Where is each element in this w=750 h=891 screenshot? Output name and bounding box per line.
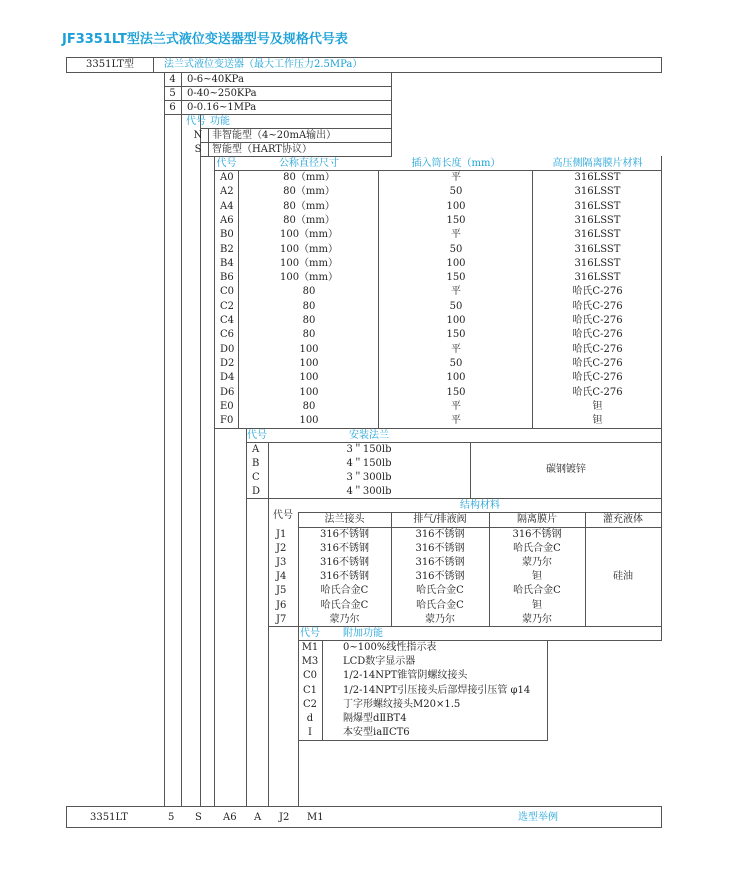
extra-text: 0~100%线性指示表 xyxy=(343,642,437,653)
structure-vent: 蒙乃尔 xyxy=(425,613,455,625)
structure-vent: 316不锈钢 xyxy=(415,571,465,583)
page-title: JF3351LT型法兰式液位变送器型号及规格代号表 xyxy=(62,32,348,47)
structure-code: J4 xyxy=(276,571,287,583)
size-dn: 100 xyxy=(299,386,319,398)
size-code: A0 xyxy=(220,172,234,183)
structure-diaphragm: 钽 xyxy=(532,571,542,583)
structure-diaphragm: 哈氏合金C xyxy=(513,543,561,555)
size-dn: 80（mm） xyxy=(283,186,335,198)
structure-flange: 蒙乃尔 xyxy=(329,613,360,625)
structure-code: J6 xyxy=(276,599,287,611)
extra-text: 1/2-14NPT锥管阴螺纹接头 xyxy=(343,670,468,682)
size-dn: 100 xyxy=(299,343,319,355)
flange-text: 3＂300lb xyxy=(346,472,392,483)
example-part: M1 xyxy=(307,812,324,823)
size-dn: 80 xyxy=(302,329,316,341)
size-code: E0 xyxy=(220,400,234,412)
extra-text: 本安型iaⅡCT6 xyxy=(343,727,410,739)
size-length: 150 xyxy=(446,214,466,226)
range-code: 4 xyxy=(169,74,176,85)
example-part: J2 xyxy=(279,812,290,823)
example-part: A6 xyxy=(223,812,237,823)
size-code: B2 xyxy=(220,243,234,255)
range-code: 6 xyxy=(169,102,176,113)
structure-diaphragm: 316不锈钢 xyxy=(512,529,562,540)
structure-flange: 哈氏合金C xyxy=(320,599,369,611)
extra-code: d xyxy=(306,713,314,724)
size-code: D2 xyxy=(220,357,235,369)
size-dn: 100（mm） xyxy=(279,229,339,241)
flange-code: A xyxy=(252,444,260,455)
size-material: 钽 xyxy=(592,400,603,412)
extra-code: C0 xyxy=(302,670,317,682)
size-length: 150 xyxy=(446,386,466,398)
example-part: 5 xyxy=(168,812,175,823)
size-length: 平 xyxy=(451,286,461,298)
size-dn: 80（mm） xyxy=(283,200,335,212)
size-code: A6 xyxy=(220,214,234,226)
extra-text: 隔爆型dⅡBT4 xyxy=(343,713,407,724)
range-code: 5 xyxy=(169,88,176,99)
size-length: 100 xyxy=(446,315,466,326)
example-part: S xyxy=(195,812,202,823)
size-material: 哈氏C-276 xyxy=(572,343,623,355)
structure-vent: 哈氏合金C xyxy=(416,585,464,597)
size-length: 150 xyxy=(446,329,466,341)
flange-material: 碳钢镀锌 xyxy=(546,464,586,475)
structure-vent: 316不锈钢 xyxy=(415,543,465,555)
structure-flange: 316不锈钢 xyxy=(319,557,370,569)
structure-fill-header: 灌充液体 xyxy=(603,514,643,525)
size-dn: 100（mm） xyxy=(279,257,339,269)
structure-diaphragm: 钽 xyxy=(532,599,542,611)
range-text: 0-40~250KPa xyxy=(187,88,257,99)
size-code: C4 xyxy=(220,315,235,326)
function-text: 智能型（HART协议） xyxy=(212,144,312,155)
structure-vent: 哈氏合金C xyxy=(416,599,464,611)
size-material: 316LSST xyxy=(574,257,621,269)
size-dn: 100（mm） xyxy=(279,272,339,284)
size-code: A4 xyxy=(220,200,234,212)
flange-text: 3＂150lb xyxy=(346,444,392,455)
size-dn: 100 xyxy=(299,357,319,369)
size-material-header: 高压侧隔离膜片材料 xyxy=(552,158,643,169)
structure-code: J7 xyxy=(276,613,287,625)
structure-code: J5 xyxy=(276,585,287,597)
size-code: F0 xyxy=(220,415,234,427)
range-text: 0-6~40KPa xyxy=(187,74,244,85)
extra-code: C2 xyxy=(302,698,317,710)
size-length: 平 xyxy=(451,229,461,241)
structure-vent-header: 排气/排液阀 xyxy=(413,514,467,525)
size-code: D0 xyxy=(220,343,235,355)
flange-code: C xyxy=(252,472,260,483)
size-dn: 100 xyxy=(299,415,319,427)
size-length: 50 xyxy=(449,186,463,198)
size-length: 平 xyxy=(451,172,461,183)
size-length: 50 xyxy=(449,243,463,255)
size-material: 316LSST xyxy=(574,243,621,255)
structure-title: 结构材料 xyxy=(460,500,500,511)
extra-code: I xyxy=(308,727,312,739)
example-part: A xyxy=(254,812,262,823)
size-dn: 100（mm） xyxy=(279,243,339,255)
structure-diaphragm: 蒙乃尔 xyxy=(522,557,552,569)
size-dn-header: 公称直径尺寸 xyxy=(279,158,339,169)
size-length: 50 xyxy=(449,357,463,369)
size-material: 哈氏C-276 xyxy=(572,315,623,326)
flange-text: 4＂150lb xyxy=(346,458,392,469)
size-material: 哈氏C-276 xyxy=(572,300,623,312)
size-material: 316LSST xyxy=(574,214,621,226)
size-material: 316LSST xyxy=(574,229,621,241)
extra-code: M3 xyxy=(301,656,319,668)
flange-name-header: 安装法兰 xyxy=(349,430,389,441)
function-name-header: 功能 xyxy=(210,116,230,127)
function-text: 非智能型（4~20mA输出） xyxy=(212,130,337,141)
extra-text: LCD数字显示器 xyxy=(343,656,416,668)
size-dn: 80 xyxy=(302,315,316,326)
structure-vent: 316不锈钢 xyxy=(415,557,465,569)
size-dn: 80（mm） xyxy=(283,214,335,226)
size-length: 平 xyxy=(451,415,461,427)
size-length: 平 xyxy=(451,343,461,355)
size-code: A2 xyxy=(220,186,234,198)
extra-code-header: 代号 xyxy=(300,628,320,639)
size-length: 平 xyxy=(451,400,461,412)
size-material: 316LSST xyxy=(574,272,621,284)
example-part: 3351LT xyxy=(90,812,128,823)
structure-diaphragm: 哈氏合金C xyxy=(513,585,561,597)
structure-code: J3 xyxy=(276,557,287,569)
function-code: S xyxy=(194,144,202,155)
size-material: 哈氏C-276 xyxy=(572,386,623,398)
size-length: 100 xyxy=(446,372,466,384)
flange-code-header: 代号 xyxy=(247,430,267,441)
flange-code: D xyxy=(252,486,261,497)
structure-vent: 316不锈钢 xyxy=(415,529,465,540)
size-dn: 80 xyxy=(302,286,316,298)
extra-name-header: 附加功能 xyxy=(343,628,383,639)
size-material: 哈氏C-276 xyxy=(572,329,623,341)
size-dn: 100 xyxy=(299,372,319,384)
size-dn: 80 xyxy=(302,300,316,312)
size-code: C6 xyxy=(220,329,235,341)
size-code: D4 xyxy=(220,372,235,384)
structure-flange: 哈氏合金C xyxy=(320,585,369,597)
size-material: 哈氏C-276 xyxy=(572,372,623,384)
extra-code: M1 xyxy=(301,642,319,653)
size-material: 钽 xyxy=(592,415,603,427)
range-text: 0-0.16~1MPa xyxy=(187,102,257,113)
size-code-header: 代号 xyxy=(216,158,237,169)
size-material: 316LSST xyxy=(574,186,621,198)
size-code: B0 xyxy=(220,229,234,241)
size-length: 100 xyxy=(446,257,466,269)
structure-diaphragm-header: 隔离膜片 xyxy=(517,514,557,525)
size-length: 50 xyxy=(449,300,463,312)
size-dn: 80 xyxy=(302,400,316,412)
structure-diaphragm: 蒙乃尔 xyxy=(522,613,552,625)
size-code: B4 xyxy=(220,257,234,269)
size-code: D6 xyxy=(220,386,235,398)
product-description: 法兰式液位变送器（最大工作压力2.5MPa） xyxy=(164,59,363,70)
size-material: 哈氏C-276 xyxy=(572,357,623,369)
structure-flange: 316不锈钢 xyxy=(319,529,370,540)
size-material: 316LSST xyxy=(574,172,621,183)
structure-code-header: 代号 xyxy=(273,510,293,521)
size-code: B6 xyxy=(220,272,234,284)
size-code: C0 xyxy=(220,286,235,298)
size-material: 316LSST xyxy=(574,200,621,212)
size-length-header: 插入筒长度（mm） xyxy=(411,158,501,169)
structure-flange: 316不锈钢 xyxy=(319,543,370,555)
structure-flange-header: 法兰接头 xyxy=(324,514,365,525)
flange-code: B xyxy=(252,458,260,469)
extra-code: C1 xyxy=(302,684,317,696)
size-length: 100 xyxy=(446,200,466,212)
size-material: 哈氏C-276 xyxy=(572,286,623,298)
structure-code: J1 xyxy=(276,529,287,540)
extra-text: 丁字形螺纹接头M20×1.5 xyxy=(343,698,461,710)
size-code: C2 xyxy=(220,300,235,312)
flange-text: 4＂300lb xyxy=(346,486,392,497)
structure-fill-value: 硅油 xyxy=(613,571,633,582)
example-label: 选型举例 xyxy=(518,812,558,823)
function-code: N xyxy=(193,130,203,141)
extra-text: 1/2-14NPT引压接头后部焊接引压管 φ14 xyxy=(343,684,531,696)
size-dn: 80（mm） xyxy=(283,172,335,183)
structure-flange: 316不锈钢 xyxy=(319,571,370,583)
function-code-header: 代号 xyxy=(186,116,206,127)
structure-code: J2 xyxy=(276,543,287,555)
model-header: 3351LT型 xyxy=(86,59,134,70)
size-length: 150 xyxy=(446,272,466,284)
